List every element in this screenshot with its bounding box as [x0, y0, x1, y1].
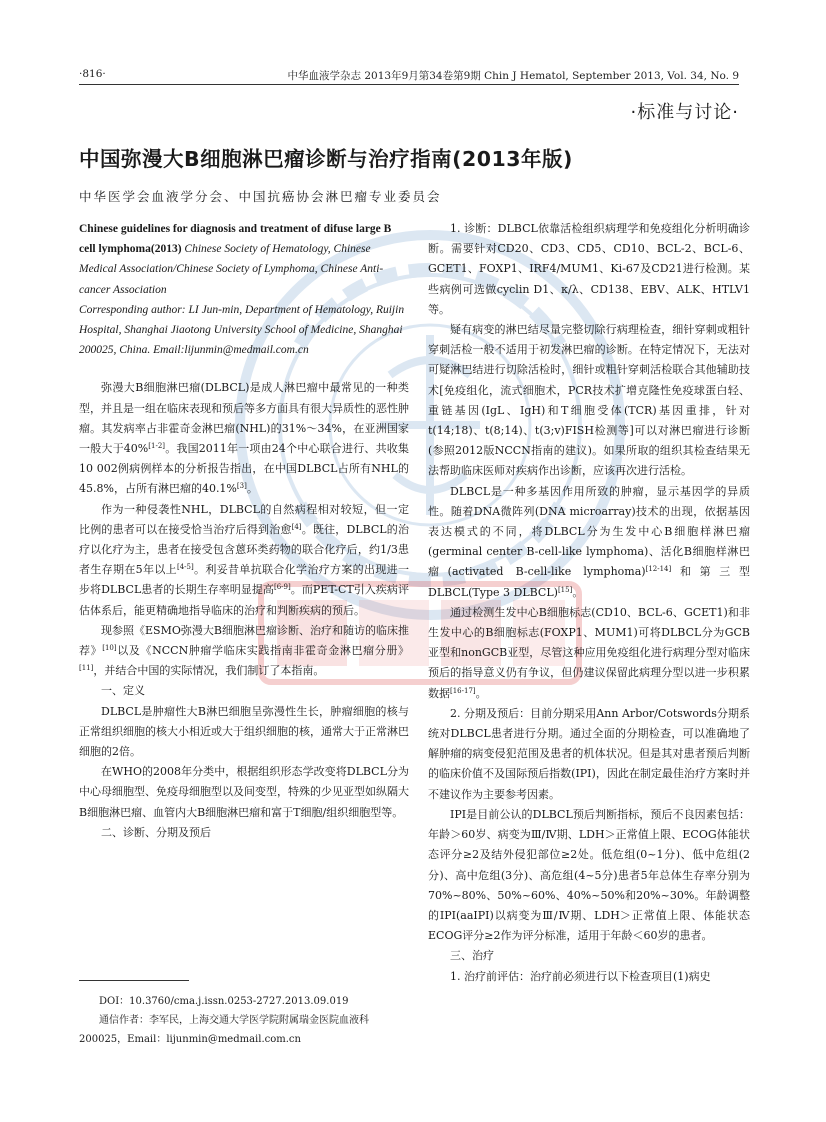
- staging-paragraph-1: 2. 分期及预后：目前分期采用Ann Arbor/Cotswords分期系统对DLBCL患者进行分期。通过全面的分期检查，可以准确地了解肿瘤的病变侵犯范围及患者的机体状况。但是其对患者预后判断的临床价值不及国际预后指数(IPI)，因此在制定最佳治疗方案时并不建议作为主要参考因素。: [428, 706, 750, 801]
- citation: [4]: [291, 522, 302, 531]
- definition-paragraph-2: 在WHO的2008年分类中，根据组织形态学改变将DLBCL分为中心母细胞型、免疫母细胞型以及间变型，特殊的少见亚型如纵隔大B细胞淋巴瘤、血管内大B细胞淋巴瘤和富于T细胞/组织细胞型等。: [79, 765, 409, 819]
- section-tag: ·标准与讨论·: [630, 102, 739, 123]
- staging-paragraph-2: IPI是目前公认的DLBCL预后判断指标，预后不良因素包括：年龄＞60岁、病变为Ⅲ/Ⅳ期、LDH＞正常值上限、ECOG体能状态评分≥2及结外侵犯部位≥2处。低危组(0~1分)、低中危组(2分)、高中危组(3分)、高危组(4~5分)患者5年总体生存率分别为70%~80%、50%~60%、40%~50%和20%~30%。年龄调整的IPI(aaIPI)以病变为Ⅲ/Ⅳ期、LDH＞正常值上限、体能状态ECOG评分≥2作为评分标准，适用于年龄＜60岁的患者。: [428, 807, 750, 943]
- section-heading-diagnosis: 二、诊断、分期及预后: [101, 825, 211, 839]
- header-divider: [79, 84, 739, 85]
- corresponding-author-en: Corresponding author: LI Jun-min, Department of Hematology, Ruijin Hospital, Shanghai Jiaotong University School of Medicine, Shanghai 200025, China. Email:lijunmin@medmail.com.cn: [79, 303, 405, 357]
- diagnosis-paragraph-2: 疑有病变的淋巴结尽量完整切除行病理检查，细针穿刺或粗针穿刺活检一般不适用于初发淋巴瘤的诊断。在特定情况下，无法对可疑淋巴结进行切除活检时，细针或粗针穿刺活检联合其他辅助技术[免疫组化，流式细胞术，PCR技术扩增克隆性免疫球蛋白轻、重链基因(IgL、IgH)和T细胞受体(TCR)基因重排，针对t(14;18)、t(8;14)、t(3;v)FISH检测等]可以对淋巴瘤进行诊断(参照2012版NCCN指南的建议)。如果所取的组织其检查结果无法帮助临床医师对疾病作出诊断，应该再次进行活检。: [428, 323, 750, 478]
- citation: [3]: [236, 482, 247, 491]
- right-column: [428, 219, 750, 987]
- article-authors: 中华医学会血液学分会、中国抗癌协会淋巴瘤专业委员会: [79, 189, 442, 204]
- citation: [11]: [79, 664, 94, 673]
- treatment-paragraph-1: 1. 治疗前评估：治疗前必须进行以下检查项目(1)病史: [450, 969, 711, 983]
- intro-paragraph-3: 现参照《ESMO弥漫大B细胞淋巴瘤诊断、治疗和随访的临床推荐》[10]以及《NCCN肿瘤学临床实践指南非霍奇金淋巴瘤分册》[11]，并结合中国的实际情况，我们制订了本指南。: [79, 623, 409, 678]
- diagnosis-paragraph-1: 1. 诊断：DLBCL依靠活检组织病理学和免疫组化分析明确诊断。需要针对CD20、CD3、CD5、CD10、BCL-2、BCL-6、GCET1、FOXP1、IRF4/MUM1、Ki-67及CD21进行检测。某些病例可选做cyclin D1、κ/λ、CD138、EBV、ALK、HTLV1等。: [428, 222, 750, 316]
- page-number: ·816·: [79, 68, 106, 80]
- journal-running-header: 中华血液学杂志 2013年9月第34卷第9期 Chin J Hematol, September 2013, Vol. 34, No. 9: [287, 70, 739, 82]
- diagnosis-paragraph-3: DLBCL是一种多基因作用所致的肿瘤，显示基因学的异质性。随着DNA微阵列(DNA microarray)技术的出现，依据基因表达模式的不同，将DLBCL分为生发中心B细胞样淋巴瘤(germinal center B-cell-like lymphoma)、活化B细胞样淋巴瘤(activated B-cell-like lymphoma)[12-14]和第三型DLBCL(Type 3 DLBCL)[15]。: [428, 484, 750, 599]
- left-column: [79, 219, 409, 843]
- section-heading-treatment: 三、治疗: [450, 949, 494, 963]
- english-societies: Chinese Society of Hematology, Chinese Medical Association/Chinese Society of Lymphoma, Chinese Anti-cancer Association: [79, 243, 384, 296]
- citation: [6-9]: [273, 583, 291, 592]
- footnote-divider: [79, 980, 189, 981]
- citation: [16-17]: [450, 686, 476, 695]
- correspondence-note: 通信作者：李军民，上海交通大学医学院附属瑞金医院血液科 200025，Email：lijunmin@medmail.com.cn: [79, 1015, 369, 1045]
- intro-paragraph-1: 弥漫大B细胞淋巴瘤(DLBCL)是成人淋巴瘤中最常见的一种类型，并且是一组在临床表现和预后等多方面具有很大异质性的恶性肿瘤。其发病率占非霍奇金淋巴瘤(NHL)的31%～34%，在亚洲国家一般大于40%[1-2]。我国2011年一项由24个中心联合进行、共收集10 002例病例样本的分析报告指出，在中国DLBCL占所有NHL的45.8%，占所有淋巴瘤的40.1%[3]。: [79, 381, 410, 496]
- citation: [15]: [557, 585, 573, 594]
- citation: [12-14]: [645, 565, 672, 574]
- doi: DOI：10.3760/cma.j.issn.0253-2727.2013.09.019: [99, 996, 349, 1007]
- article-title: 中国弥漫大B细胞淋巴瘤诊断与治疗指南(2013年版): [79, 147, 573, 171]
- intro-paragraph-2: 作为一种侵袭性NHL，DLBCL的自然病程相对较短，但一定比例的患者可以在接受恰当治疗后得到治愈[4]。既往，DLBCL的治疗以化疗为主，患者在接受包含蒽环类药物的联合化疗后，约1/3患者生存期在5年以上[4-5]。利妥昔单抗联合化学治疗方案的出现进一步将DLBCL患者的长期生存率明显提高[6-9]。而PET-CT引入疾病评估体系后，能更精确地指导临床的治疗和判断疾病的预后。: [79, 502, 410, 617]
- section-heading-definition: 一、定义: [101, 684, 145, 698]
- citation: [1-2]: [148, 442, 165, 451]
- diagnosis-paragraph-4: 通过检测生发中心B细胞标志(CD10、BCL-6、GCET1)和非生发中心的B细胞标志(FOXP1、MUM1)可将DLBCL分为GCB亚型和nonGCB亚型，尽管这种应用免疫组化进行病理分型对临床预后的指导意义仍有争议，但仍建议保留此病理分型以进一步积累数据[16-17]。: [428, 605, 750, 700]
- definition-paragraph-1: DLBCL是肿瘤性大B淋巴细胞呈弥漫性生长，肿瘤细胞的核与正常组织细胞的核大小相近或大于组织细胞的核，通常大于正常淋巴细胞的2倍。: [79, 704, 409, 759]
- english-title: Chinese guidelines for diagnosis and treatment of difuse large B cell lymphoma(2013): [79, 223, 392, 256]
- english-abstract: [79, 219, 409, 300]
- citation: [10]: [102, 644, 117, 653]
- citation: [4-5]: [176, 563, 194, 572]
- footnotes: [79, 992, 409, 1049]
